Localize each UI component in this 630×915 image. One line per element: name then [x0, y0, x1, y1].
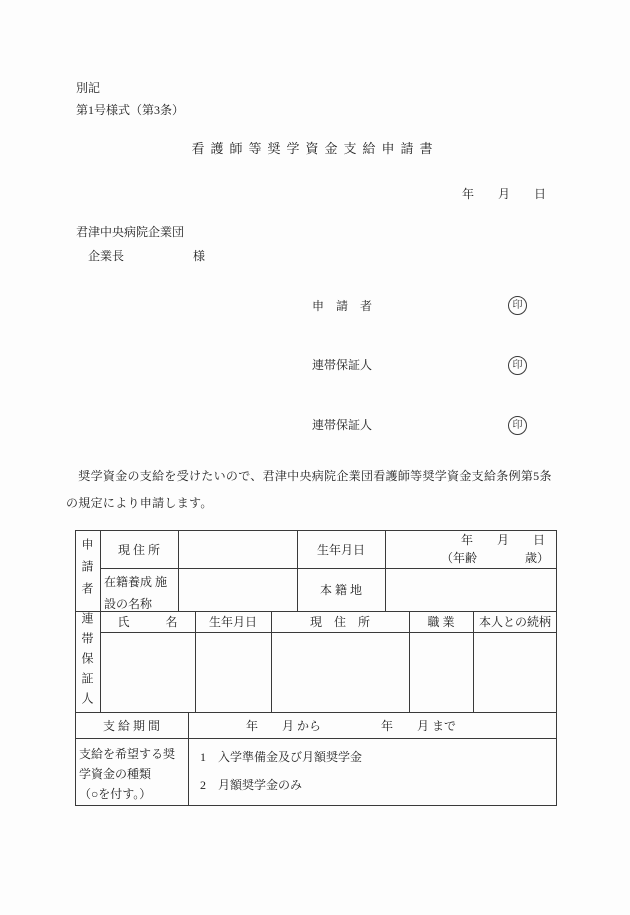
seal-icon — [508, 296, 527, 315]
applicant-age-placeholder: （年齢 歳） — [440, 551, 549, 565]
body-paragraph-line-2: の規定により申請します。 — [66, 496, 213, 510]
seal-icon — [508, 356, 527, 375]
applicant-birthdate-placeholder: 年 月 日 — [460, 533, 545, 547]
domicile-field — [385, 568, 557, 611]
form-title: 看護師等奨学資金支給申請書 — [191, 141, 439, 156]
scholarship-type-label-line-1: 支給を希望する奨 — [79, 747, 176, 761]
guarantor-header-relationship: 本人との続柄 — [478, 615, 551, 629]
scholarship-option-2: 2 月額奨学金のみ — [200, 778, 303, 792]
form-annotation: 別記 — [76, 81, 101, 95]
domicile-label: 本 籍 地 — [319, 583, 362, 597]
guarantor-header-name: 氏 名 — [117, 615, 178, 629]
guarantor-relationship-field — [473, 632, 557, 712]
applicant-address-label: 現 住 所 — [117, 542, 160, 557]
applicant-address-field — [178, 530, 297, 568]
addressee-title: 企業長 — [88, 249, 125, 263]
seal-icon — [508, 416, 527, 435]
form-code: 第1号様式（第3条） — [76, 103, 185, 117]
scholarship-type-label-line-3: （○を付す。） — [79, 787, 152, 801]
seal-character: 印 — [512, 419, 523, 431]
seal-character: 印 — [512, 359, 523, 371]
applicant-birthdate-label: 生年月日 — [316, 542, 365, 557]
payment-period-label: 支 給 期 間 — [102, 718, 160, 733]
applicant-side-label: 申請者 — [80, 537, 94, 604]
scholarship-option-1: 1 入学準備金及び月額奨学金 — [200, 750, 363, 764]
guarantor-birthdate-field — [195, 632, 271, 712]
guarantor-header-occupation: 職 業 — [427, 615, 455, 629]
institution-label-line-2: 設の名称 — [104, 597, 153, 611]
table-grid-line — [75, 738, 557, 739]
seal-character: 印 — [512, 299, 523, 311]
body-paragraph-line-1: 奨学資金の支給を受けたいので、君津中央病院企業団看護師等奨学資金支給条例第5条 — [66, 469, 552, 483]
guarantor-header-birthdate: 生年月日 — [208, 615, 257, 629]
scholarship-type-label-line-2: 学資金の種類 — [79, 767, 152, 781]
addressee-honorific: 様 — [193, 249, 206, 263]
guarantor-side-header — [75, 611, 100, 712]
guarantor-occupation-field — [409, 632, 473, 712]
guarantor-address-field — [271, 632, 409, 712]
guarantor-side-label: 連帯保証人 — [80, 611, 94, 712]
payment-period-placeholder: 年 月 から 年 月 まで — [246, 718, 457, 733]
applicant-side-header — [75, 530, 100, 611]
guarantor-header-address: 現 住 所 — [309, 615, 370, 629]
institution-name-field — [178, 568, 297, 611]
guarantor-name-field — [100, 632, 195, 712]
signer-label-applicant: 申 請 者 — [312, 299, 373, 313]
addressee-organization: 君津中央病院企業団 — [76, 225, 185, 239]
signer-label-guarantor-1: 連帯保証人 — [312, 358, 373, 372]
signer-label-guarantor-2: 連帯保証人 — [312, 418, 373, 432]
date-placeholder: 年 月 日 — [461, 187, 546, 201]
institution-label-line-1: 在籍養成 施 — [104, 575, 168, 589]
